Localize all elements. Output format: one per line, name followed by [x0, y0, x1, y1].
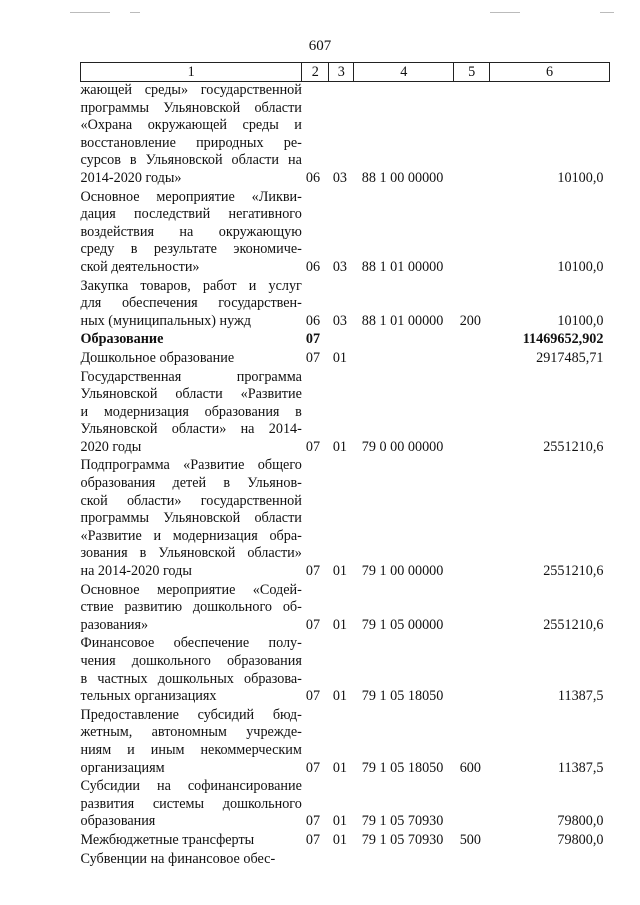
item-name-line: Дошкольное образование: [80, 349, 235, 366]
item-name-line: для обеспечения государствен-: [80, 295, 302, 312]
item-name-line: развития системы дошкольного: [80, 795, 302, 812]
item-name-line: ствие развитию дошкольного об-: [80, 599, 302, 616]
item-name-cell: [81, 635, 302, 706]
section-code-cell: 07: [305, 688, 321, 705]
budget-table: [80, 62, 610, 869]
expense-type-cell: [454, 582, 490, 636]
section-code-cell: [302, 851, 329, 870]
item-name-line: ской области» государственной: [80, 492, 302, 509]
item-name-cell: [81, 582, 302, 636]
amount-cell: 11469652,902: [522, 331, 604, 348]
scan-speck: [70, 12, 110, 13]
amount-cell: 2551210,6: [543, 563, 604, 580]
item-name-cell: [81, 832, 302, 851]
amount-cell: 10100,0: [557, 258, 604, 275]
item-name-line: воздействия на окружающую: [80, 223, 302, 240]
subsection-code-cell: 01: [332, 438, 347, 455]
item-name-line: 2020 годы: [80, 438, 142, 455]
item-name-line: Основное мероприятие «Содей-: [80, 581, 302, 598]
item-name-line: Субвенции на финансовое обес-: [80, 850, 276, 867]
item-name-cell: [81, 350, 302, 369]
item-name-line: зования в Ульяновской области»: [80, 545, 302, 562]
section-code-cell: 07: [305, 813, 321, 830]
table-row: [81, 350, 610, 369]
subsection-code-cell: 03: [332, 312, 347, 329]
expense-type-cell: [454, 457, 490, 581]
section-code-cell: 06: [305, 258, 321, 275]
scan-speck: [130, 12, 140, 13]
table-row: [81, 635, 610, 706]
target-article-cell: 79 1 00 00000: [361, 563, 444, 580]
item-name-cell: [81, 189, 302, 278]
section-code-cell: 06: [305, 169, 321, 186]
item-name-line: жетным, автономным учрежде-: [80, 724, 302, 741]
item-name-line: Ульяновской области «Развитие: [80, 386, 302, 403]
amount-cell: 2551210,6: [543, 438, 604, 455]
table-row: [81, 369, 610, 458]
table-row: [81, 851, 610, 870]
item-name-line: «Развитие и модернизация обра-: [80, 527, 302, 544]
item-name-line: Основное мероприятие «Ликви-: [80, 188, 302, 205]
item-name-line: Закупка товаров, работ и услуг: [80, 277, 302, 294]
item-name-line: и модернизация образования в: [80, 403, 302, 420]
amount-cell: 11387,5: [557, 688, 604, 705]
amount-cell: [490, 851, 610, 870]
expense-type-cell: 600: [459, 759, 481, 776]
scan-speck: [600, 12, 614, 13]
subsection-code-cell: 03: [332, 169, 347, 186]
expense-type-cell: [454, 331, 490, 350]
expense-type-cell: [454, 82, 490, 189]
item-name-line: Финансовое обеспечение полу-: [80, 635, 302, 652]
item-name-cell: [81, 778, 302, 832]
subsection-code-cell: [329, 331, 354, 350]
item-name-line: ниям и иным некоммерческим: [80, 741, 302, 758]
item-name-line: Государственная программа: [80, 368, 302, 385]
item-name-line: Межбюджетные трансферты: [80, 831, 255, 848]
amount-cell: 10100,0: [557, 312, 604, 329]
item-name-line: Ульяновской области» на 2014-: [80, 421, 302, 438]
target-article-cell: 88 1 01 00000: [361, 258, 444, 275]
item-name-line: жающей среды» государственной: [80, 82, 302, 98]
subsection-code-cell: [329, 851, 354, 870]
item-name-cell: [81, 851, 302, 870]
item-name-cell: [81, 278, 302, 332]
amount-cell: 11387,5: [557, 759, 604, 776]
item-name-line: разования»: [80, 616, 149, 633]
amount-cell: 10100,0: [557, 169, 604, 186]
table-row: [81, 189, 610, 278]
item-name-line: Предоставление субсидий бюд-: [80, 706, 302, 723]
target-article-cell: 79 1 05 18050: [361, 759, 444, 776]
table-row: [81, 832, 610, 851]
item-name-cell: [81, 457, 302, 581]
amount-cell: 79800,0: [557, 831, 604, 848]
table-row: [81, 457, 610, 581]
table-row: [81, 707, 610, 778]
header-cell: 3: [329, 63, 354, 82]
item-name-line: Субсидии на софинансирование: [80, 778, 302, 795]
item-name-line: сурсов в Ульяновской области на: [80, 152, 302, 169]
item-name-line: на 2014-2020 годы: [80, 563, 192, 580]
target-article-cell: 79 1 05 18050: [361, 688, 444, 705]
target-article-cell: 79 1 05 00000: [361, 616, 444, 633]
expense-type-cell: 500: [459, 831, 481, 848]
target-article-cell: 79 0 00 00000: [361, 438, 444, 455]
item-name-line: «Охрана окружающей среды и: [80, 117, 302, 134]
item-name-line: среду в результате экономиче-: [80, 241, 302, 258]
section-code-cell: 07: [305, 438, 321, 455]
subsection-code-cell: 01: [332, 616, 347, 633]
item-name-line: дация последствий негативного: [80, 206, 302, 223]
header-cell: 5: [454, 63, 490, 82]
subsection-code-cell: 01: [332, 349, 347, 366]
item-name-line: в частных дошкольных образова-: [80, 670, 302, 687]
item-name-line: чения дошкольного образования: [80, 653, 302, 669]
item-name-line: образования детей в Ульянов-: [80, 475, 302, 492]
amount-cell: 79800,0: [557, 813, 604, 830]
item-name-line: ской деятельности»: [80, 258, 200, 275]
item-name-line: программы Ульяновской области: [80, 510, 302, 527]
item-name-cell: [81, 707, 302, 778]
item-name-cell: [81, 369, 302, 458]
table-row: [81, 331, 610, 350]
section-code-cell: 07: [305, 831, 321, 848]
subsection-code-cell: 01: [332, 759, 347, 776]
table-row: [81, 582, 610, 636]
target-article-cell: [354, 331, 454, 350]
section-code-cell: 06: [305, 312, 321, 329]
expense-type-cell: [454, 851, 490, 870]
target-article-cell: [354, 851, 454, 870]
target-article-cell: 88 1 01 00000: [361, 312, 444, 329]
page-number: 607: [308, 38, 332, 54]
item-name-line: образования: [80, 813, 156, 830]
subsection-code-cell: 03: [332, 258, 347, 275]
header-cell: 6: [490, 63, 610, 82]
header-row: [81, 63, 610, 82]
item-name-line: восстановление природных ре-: [80, 134, 302, 151]
subsection-code-cell: 01: [332, 831, 347, 848]
scan-speck: [490, 12, 520, 13]
expense-type-cell: [454, 778, 490, 832]
section-code-cell: 07: [305, 616, 321, 633]
header-cell: 2: [302, 63, 329, 82]
item-name-line: Образование: [80, 331, 164, 348]
target-article-cell: 88 1 00 00000: [361, 169, 444, 186]
item-name-line: Подпрограмма «Развитие общего: [80, 457, 302, 474]
expense-type-cell: [454, 189, 490, 278]
target-article-cell: 79 1 05 70930: [361, 813, 444, 830]
section-code-cell: 07: [305, 331, 321, 348]
section-code-cell: 07: [305, 759, 321, 776]
target-article-cell: 79 1 05 70930: [361, 831, 444, 848]
item-name-line: тельных организациях: [80, 688, 217, 705]
expense-type-cell: [454, 350, 490, 369]
target-article-cell: [354, 350, 454, 369]
item-name-cell: [81, 82, 302, 189]
item-name-line: 2014-2020 годы»: [80, 169, 182, 186]
header-cell: 1: [81, 63, 302, 82]
table-row: [81, 778, 610, 832]
expense-type-cell: [454, 369, 490, 458]
item-name-line: программы Ульяновской области: [80, 99, 302, 116]
section-code-cell: 07: [305, 563, 321, 580]
subsection-code-cell: 01: [332, 813, 347, 830]
expense-type-cell: [454, 635, 490, 706]
section-code-cell: 07: [305, 349, 321, 366]
item-name-line: ных (муниципальных) нужд: [80, 312, 252, 329]
amount-cell: 2917485,71: [536, 349, 604, 366]
item-name-line: организациям: [80, 759, 165, 776]
item-name-cell: [81, 331, 302, 350]
table-row: [81, 82, 610, 189]
subsection-code-cell: 01: [332, 688, 347, 705]
amount-cell: 2551210,6: [543, 616, 604, 633]
table-body: [81, 82, 610, 870]
table-row: [81, 278, 610, 332]
subsection-code-cell: 01: [332, 563, 347, 580]
header-cell: 4: [354, 63, 454, 82]
expense-type-cell: 200: [459, 312, 481, 329]
